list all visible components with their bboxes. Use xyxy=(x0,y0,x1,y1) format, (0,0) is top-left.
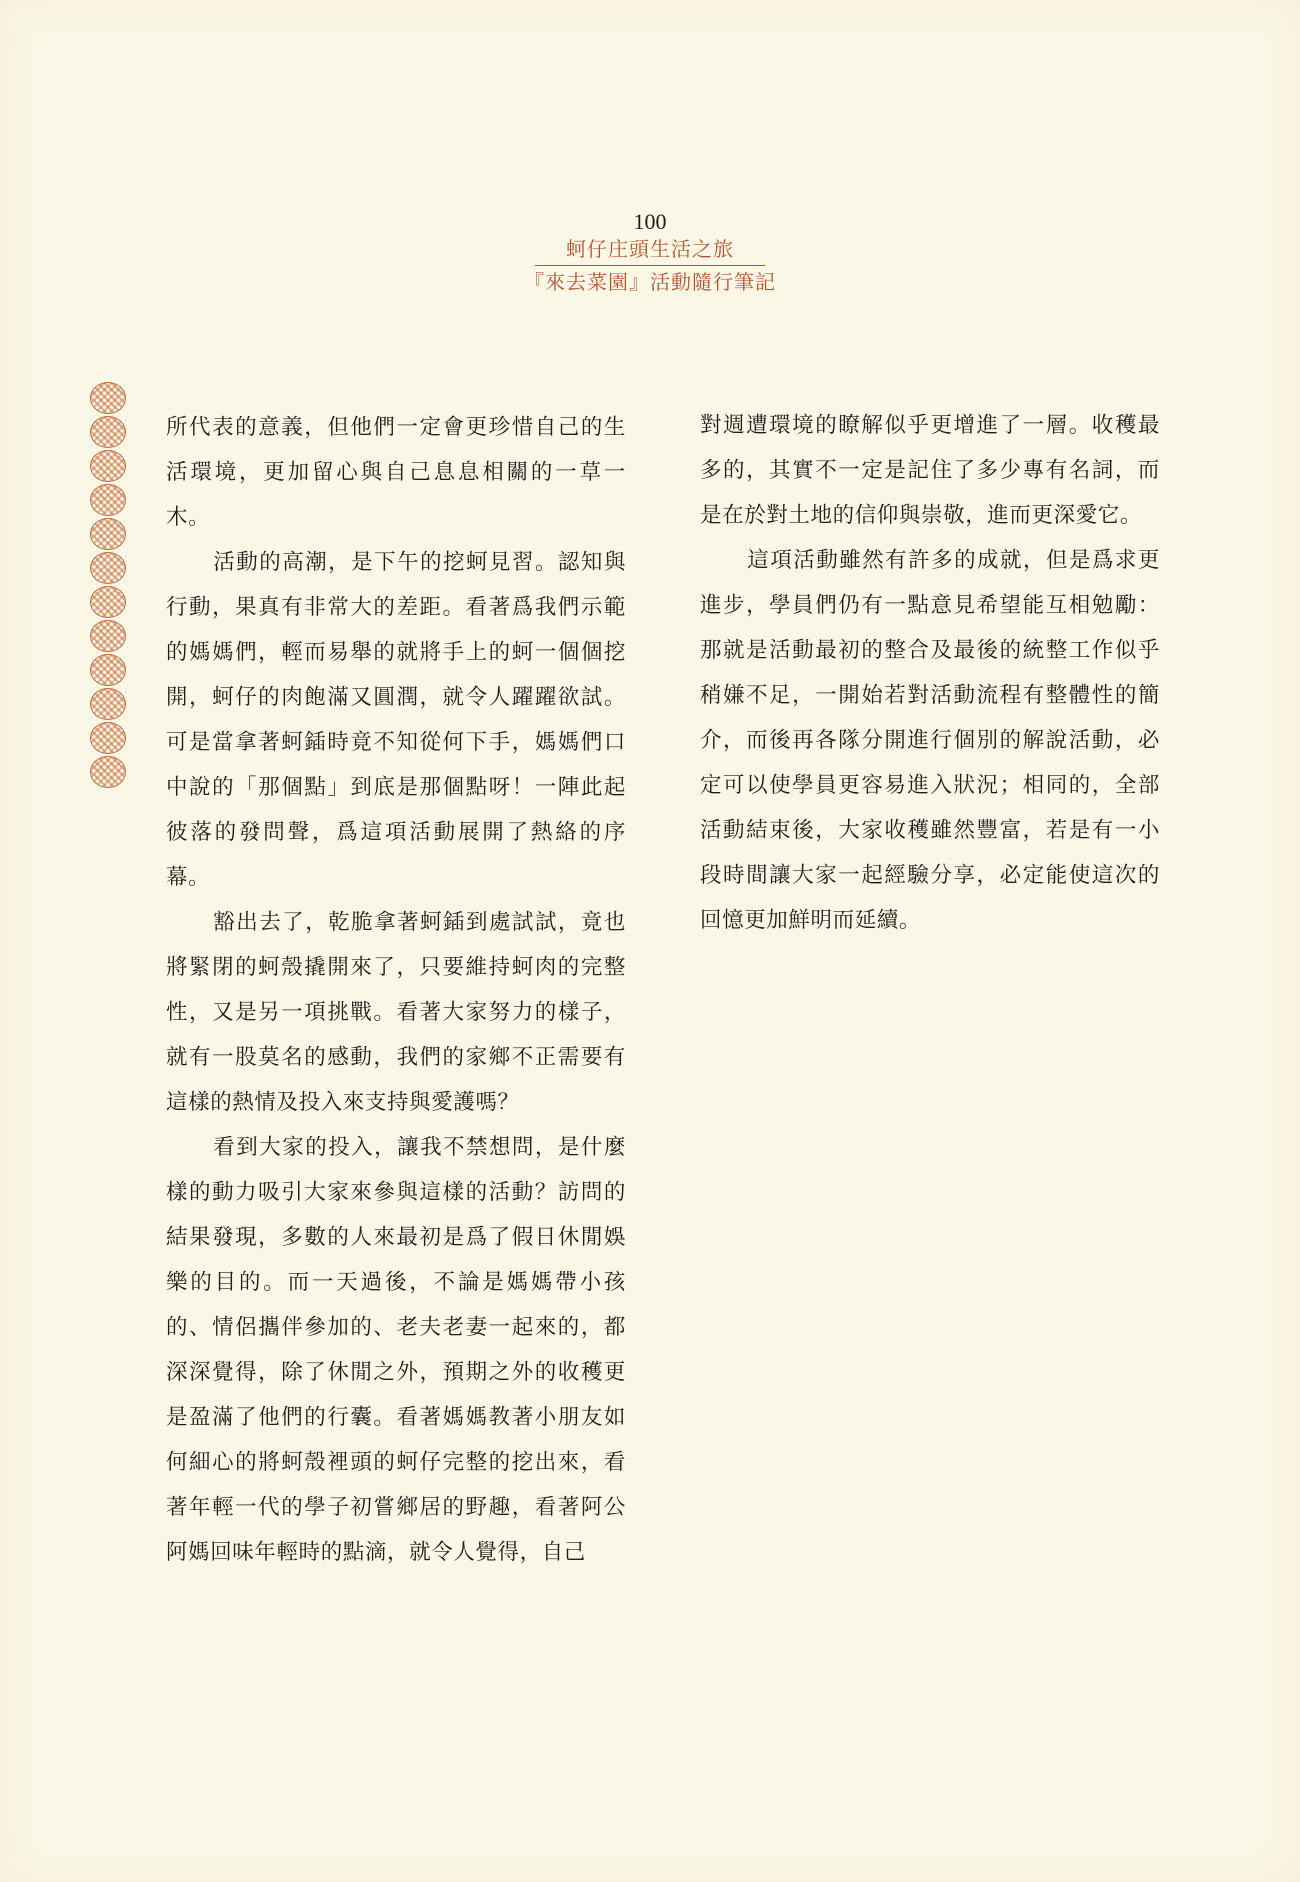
paragraph: 所代表的意義，但他們一定會更珍惜自己的生活環境，更加留心與自己息息相關的一草一木。 xyxy=(166,415,626,530)
ornament-dot xyxy=(90,688,126,720)
paragraph: 對週遭環境的瞭解似乎更增進了一層。收穫最多的，其實不一定是記住了多少專有名詞，而是在於對土地的信仰與崇敬，進而更深愛它。 xyxy=(700,413,1160,528)
paragraph: 這項活動雖然有許多的成就，但是爲求更進步，學員們仍有一點意見希望能互相勉勵：那就是活動最初的整合及最後的統整工作似乎稍嫌不足，一開始若對活動流程有整體性的簡介，而後再各隊分開進行個別的解說活動，必定可以使學員更容易進入狀況；相同的，全部活動結束後，大家收穫雖然豐富，若是有一小段時間讓大家一起經驗分享，必定能使這次的回憶更加鮮明而延續。 xyxy=(700,548,1160,933)
ornament-dot xyxy=(90,756,126,788)
header-divider xyxy=(535,265,765,266)
ornament-dot xyxy=(90,654,126,686)
margin-ornament xyxy=(88,382,128,790)
page-number: 100 xyxy=(633,209,667,234)
left-text-column xyxy=(166,405,626,1575)
ornament-dot xyxy=(90,722,126,754)
ornament-dot xyxy=(90,518,126,550)
paragraph: 豁出去了，乾脆拿著蚵鍤到處試試，竟也將緊閉的蚵殼撬開來了，只要維持蚵肉的完整性，又是另一項挑戰。看著大家努力的樣子，就有一股莫名的感動，我們的家鄉不正需要有這樣的熱情及投入來支持與愛護嗎？ xyxy=(166,910,626,1115)
ornament-dot xyxy=(90,586,126,618)
book-title: 『來去菜園』活動隨行筆記 xyxy=(524,270,776,294)
page-header xyxy=(450,208,850,295)
ornament-dot xyxy=(90,620,126,652)
paragraph: 看到大家的投入，讓我不禁想問，是什麼樣的動力吸引大家來參與這樣的活動？訪問的結果發現，多數的人來最初是爲了假日休閒娛樂的目的。而一天過後，不論是媽媽帶小孩的、情侶攜伴參加的、老夫老妻一起來的，都深深覺得，除了休閒之外，預期之外的收穫更是盈滿了他們的行囊。看著媽媽教著小朋友如何細心的將蚵殼裡頭的蚵仔完整的挖出來，看著年輕一代的學子初嘗鄉居的野趣，看著阿公阿媽回味年輕時的點滴，就令人覺得，自己 xyxy=(166,1135,626,1565)
ornament-dot xyxy=(90,382,126,414)
series-title: 蚵仔庄頭生活之旅 xyxy=(566,237,734,261)
ornament-dot xyxy=(90,484,126,516)
paragraph: 活動的高潮，是下午的挖蚵見習。認知與行動，果真有非常大的差距。看著爲我們示範的媽媽們，輕而易舉的就將手上的蚵一個個挖開，蚵仔的肉飽滿又圓潤，就令人躍躍欲試。可是當拿著蚵鍤時竟不知從何下手，媽媽們口中說的「那個點」到底是那個點呀！一陣此起彼落的發問聲，爲這項活動展開了熱絡的序幕。 xyxy=(166,550,626,890)
right-text-column xyxy=(700,403,1160,943)
ornament-dot xyxy=(90,416,126,448)
ornament-dot xyxy=(90,552,126,584)
ornament-dot xyxy=(90,450,126,482)
